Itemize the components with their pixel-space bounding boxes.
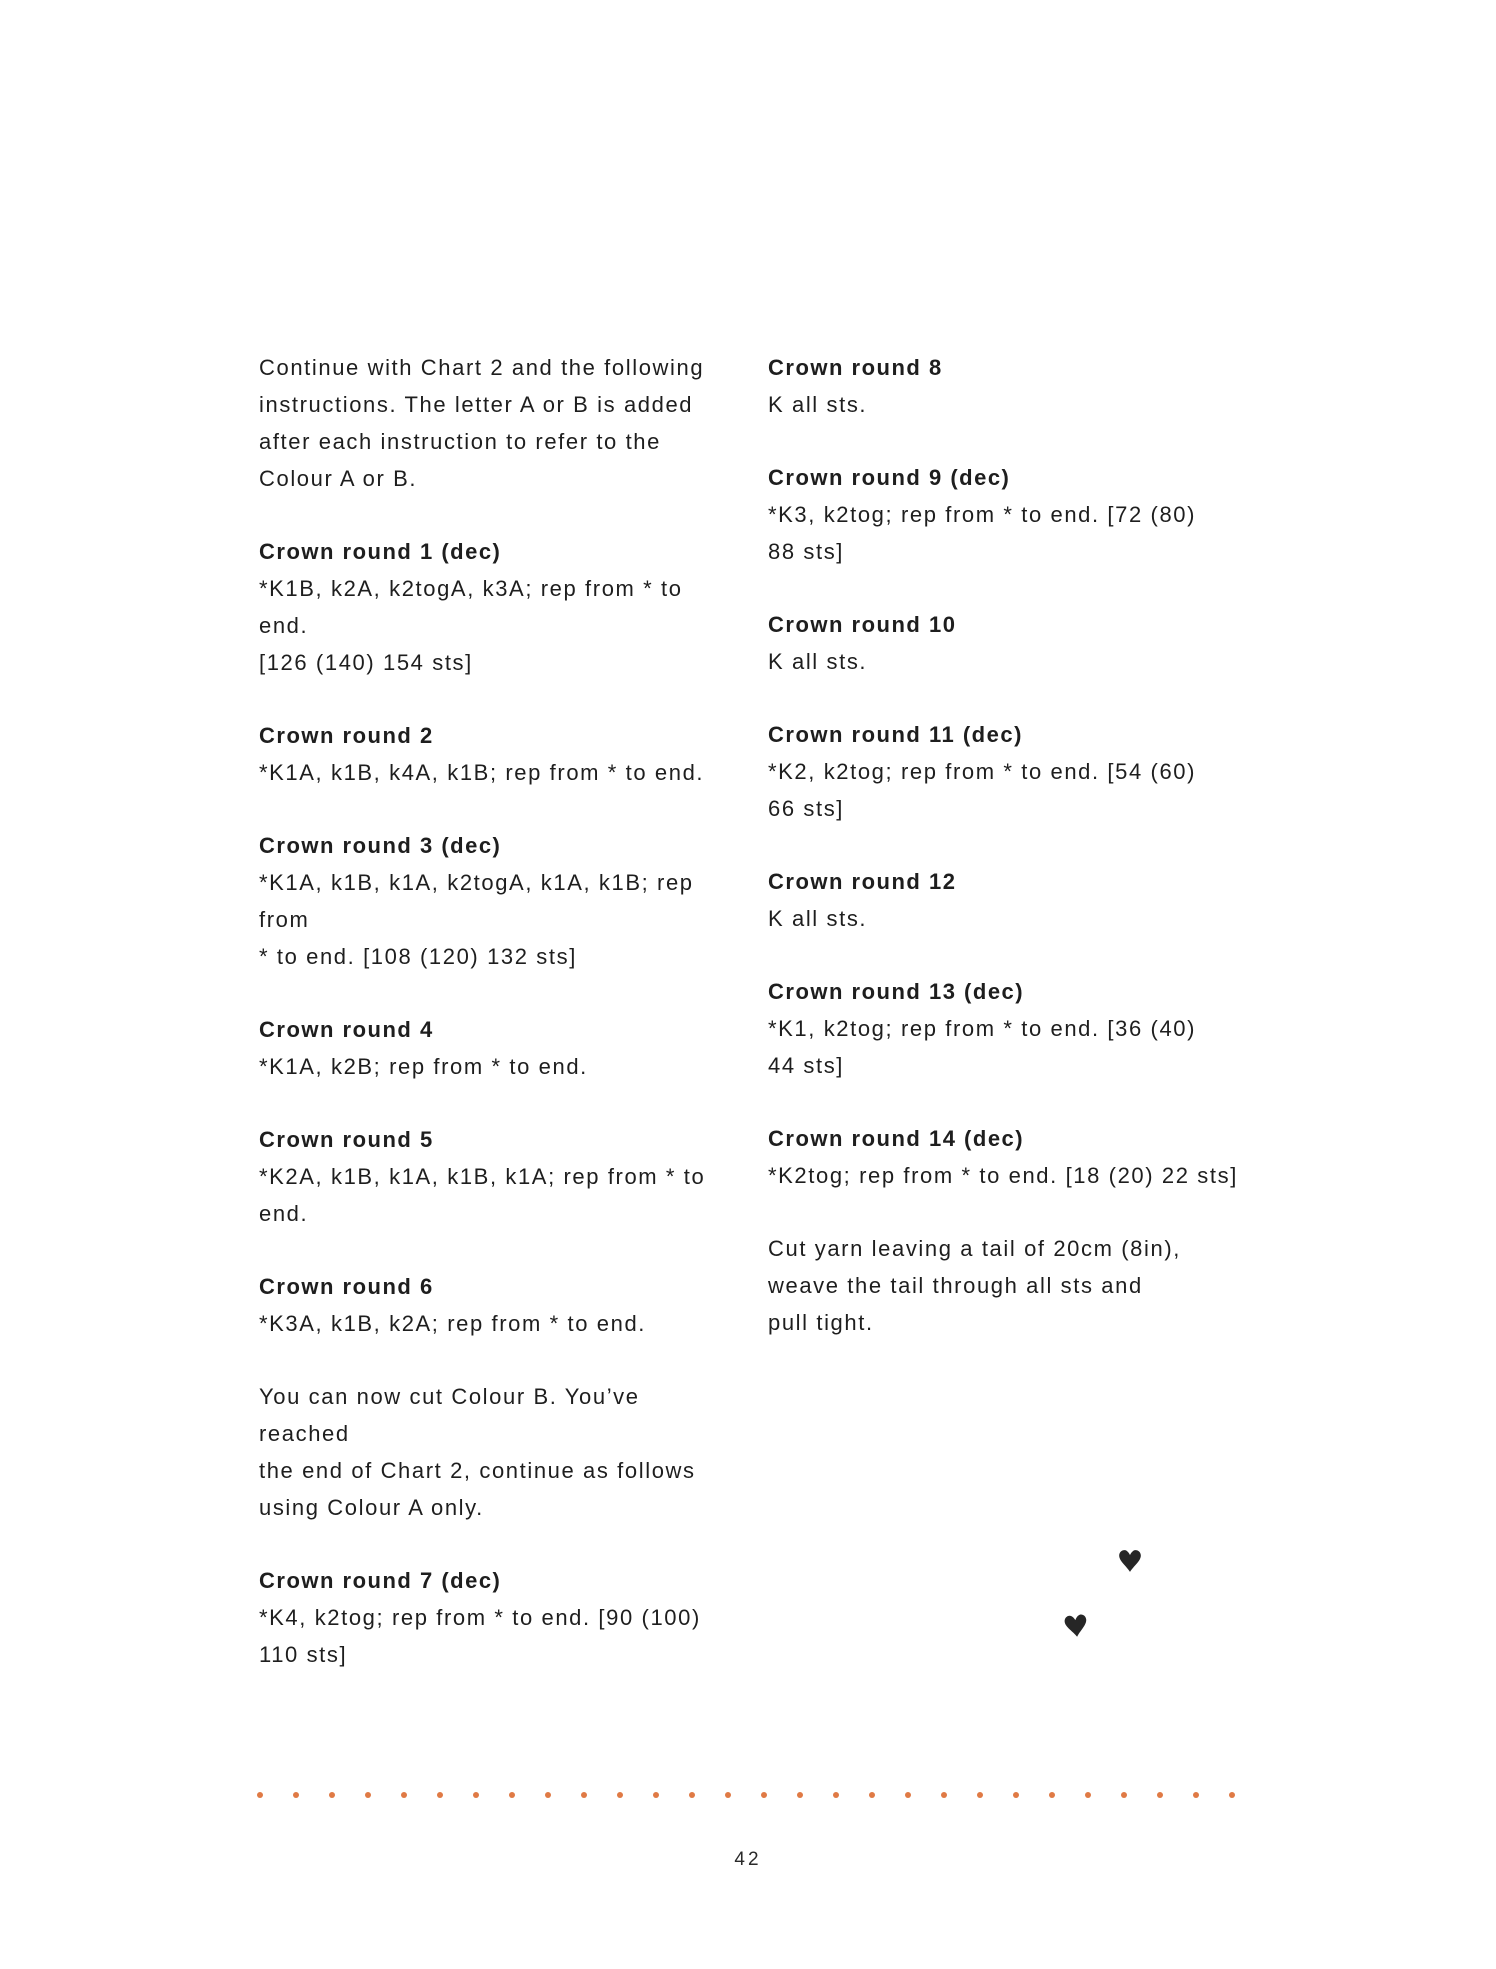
page-number: 42: [734, 1849, 762, 1870]
round-text: *K2A, k1B, k1A, k1B, k1A; rep from * to end.: [259, 1164, 706, 1226]
divider-dot: [473, 1792, 479, 1798]
round-text: *K1A, k1B, k4A, k1B; rep from * to end.: [259, 760, 705, 785]
round-heading: Crown round 13 (dec): [768, 979, 1025, 1004]
divider-dot: [257, 1792, 263, 1798]
heart-icon: [1117, 1548, 1143, 1574]
divider-dot: [797, 1792, 803, 1798]
finish-text: Cut yarn leaving a tail of 20cm (8in), weave the tail through all sts and pull tight.: [768, 1236, 1181, 1335]
divider-dot: [293, 1792, 299, 1798]
round-heading: Crown round 5: [259, 1127, 434, 1152]
round-text: *K1, k2tog; rep from * to end. [36 (40) 44 sts]: [768, 1016, 1197, 1078]
divider-dot: [1085, 1792, 1091, 1798]
left-column: [259, 349, 729, 1709]
round-heading: Crown round 14 (dec): [768, 1126, 1025, 1151]
divider-dot: [509, 1792, 515, 1798]
divider-dot: [1049, 1792, 1055, 1798]
round-heading: Crown round 2: [259, 723, 434, 748]
round-text: K all sts.: [768, 906, 868, 931]
divider-dot: [401, 1792, 407, 1798]
round-text: K all sts.: [768, 392, 868, 417]
round-heading: Crown round 4: [259, 1017, 434, 1042]
divider-dot: [365, 1792, 371, 1798]
round-text: *K1A, k1B, k1A, k2togA, k1A, k1B; rep from * to end. [108 (120) 132 sts]: [259, 870, 694, 969]
divider-dot: [1193, 1792, 1199, 1798]
divider-dot: [1157, 1792, 1163, 1798]
round-block: [768, 973, 1248, 1084]
round-heading: Crown round 12: [768, 869, 957, 894]
round-text: *K1A, k2B; rep from * to end.: [259, 1054, 588, 1079]
round-block: [259, 717, 729, 791]
divider-dot: [329, 1792, 335, 1798]
round-block: [768, 349, 1248, 423]
round-heading: Crown round 10: [768, 612, 957, 637]
round-block: [259, 1562, 729, 1673]
round-block: [259, 1011, 729, 1085]
round-block: [768, 459, 1248, 570]
divider-dot: [689, 1792, 695, 1798]
right-column: [768, 349, 1248, 1377]
divider-dot: [905, 1792, 911, 1798]
round-heading: Crown round 8: [768, 355, 943, 380]
intro-text: Continue with Chart 2 and the following instructions. The letter A or B is added after each instruction to refer to the Colour A or B.: [259, 355, 705, 491]
round-block: [768, 606, 1248, 680]
round-text: *K1B, k2A, k2togA, k3A; rep from * to end. [126 (140) 154 sts]: [259, 576, 683, 675]
round-heading: Crown round 7 (dec): [259, 1568, 502, 1593]
round-block: [259, 533, 729, 681]
round-text: K all sts.: [768, 649, 868, 674]
finish-paragraph: [768, 1230, 1248, 1341]
divider-dot: [581, 1792, 587, 1798]
round-block: [768, 716, 1248, 827]
round-block: [259, 1268, 729, 1342]
divider-dot: [833, 1792, 839, 1798]
round-text: *K4, k2tog; rep from * to end. [90 (100) 110 sts]: [259, 1605, 701, 1667]
divider-dot: [1121, 1792, 1127, 1798]
round-heading: Crown round 11 (dec): [768, 722, 1023, 747]
round-heading: Crown round 9 (dec): [768, 465, 1011, 490]
divider-dot: [869, 1792, 875, 1798]
heart-icon: [1062, 1612, 1091, 1641]
divider-dot: [941, 1792, 947, 1798]
round-heading: Crown round 3 (dec): [259, 833, 502, 858]
dotted-divider: [257, 1789, 1235, 1801]
round-block: [768, 863, 1248, 937]
round-text: *K2tog; rep from * to end. [18 (20) 22 sts]: [768, 1163, 1238, 1188]
divider-dot: [545, 1792, 551, 1798]
round-block: [259, 1121, 729, 1232]
round-block: [259, 827, 729, 975]
note-paragraph: [259, 1378, 729, 1526]
round-block: [768, 1120, 1248, 1194]
round-text: *K3A, k1B, k2A; rep from * to end.: [259, 1311, 647, 1336]
intro-paragraph: [259, 349, 729, 497]
round-heading: Crown round 6: [259, 1274, 434, 1299]
divider-dot: [653, 1792, 659, 1798]
round-text: *K3, k2tog; rep from * to end. [72 (80) 88 sts]: [768, 502, 1197, 564]
note-text: You can now cut Colour B. You’ve reached the end of Chart 2, continue as follows using Colour A only.: [259, 1384, 696, 1520]
divider-dot: [725, 1792, 731, 1798]
divider-dot: [1013, 1792, 1019, 1798]
divider-dot: [617, 1792, 623, 1798]
divider-dot: [761, 1792, 767, 1798]
divider-dot: [1229, 1792, 1235, 1798]
divider-dot: [977, 1792, 983, 1798]
round-heading: Crown round 1 (dec): [259, 539, 502, 564]
divider-dot: [437, 1792, 443, 1798]
round-text: *K2, k2tog; rep from * to end. [54 (60) 66 sts]: [768, 759, 1197, 821]
